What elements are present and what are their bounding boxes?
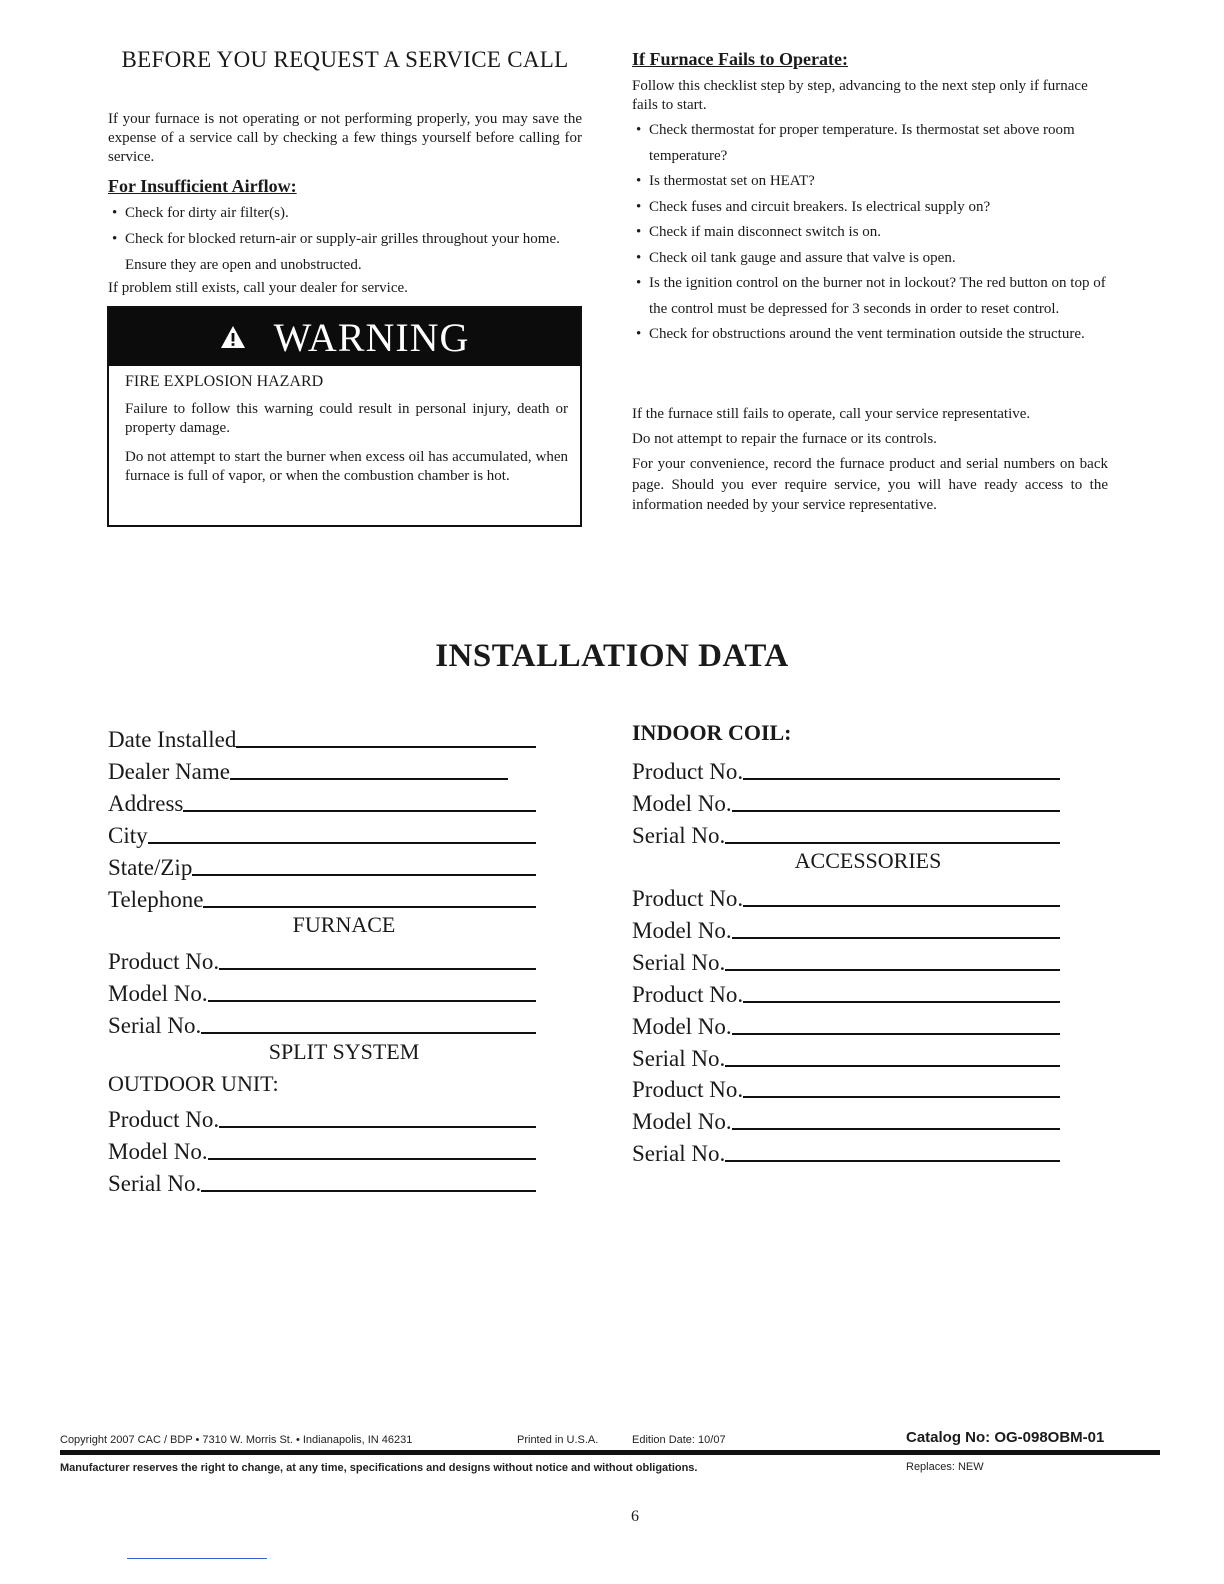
field-label: Model No. xyxy=(632,791,732,816)
field-label: Serial No. xyxy=(632,950,726,975)
bottom-rule xyxy=(127,1558,267,1559)
furnace-fails-intro: Follow this checklist step by step, advancing to the next step only if furnace fails to start. xyxy=(632,78,1088,113)
list-item: • Check for blocked return-air or supply-air grilles throughout your home. Ensure they are open and unobstructed. xyxy=(108,226,582,278)
accessory-model-field[interactable] xyxy=(632,911,1060,943)
write-line[interactable] xyxy=(743,1001,1060,1003)
field-label: Telephone xyxy=(108,887,204,912)
outdoor-serial-field[interactable] xyxy=(108,1164,536,1196)
list-item: • Is the ignition control on the burner not in lockout? The red button on top of the control must be depressed for 3 seconds in order to reset control. xyxy=(632,271,1108,322)
write-line[interactable] xyxy=(725,1065,1060,1067)
write-line[interactable] xyxy=(148,842,536,844)
replaces-text: Replaces: NEW xyxy=(906,1461,984,1473)
write-line[interactable] xyxy=(732,1033,1060,1035)
write-line[interactable] xyxy=(230,778,508,780)
indoor-product-field[interactable] xyxy=(632,752,1060,784)
write-line[interactable] xyxy=(732,937,1060,939)
write-line[interactable] xyxy=(743,1096,1060,1098)
outdoor-product-field[interactable] xyxy=(108,1100,536,1132)
write-line[interactable] xyxy=(732,1128,1060,1130)
furnace-fails-heading: If Furnace Fails to Operate: xyxy=(632,49,848,69)
accessory-product-field[interactable] xyxy=(632,975,1060,1007)
field-label: Serial No. xyxy=(108,1013,202,1038)
outdoor-unit-heading: OUTDOOR UNIT: xyxy=(108,1071,279,1096)
field-label: Model No. xyxy=(632,1014,732,1039)
list-item: • Check for dirty air filter(s). xyxy=(108,200,582,226)
indoor-coil-heading: INDOOR COIL: xyxy=(632,720,792,745)
hazard-title: FIRE EXPLOSION HAZARD xyxy=(125,373,324,390)
address-field[interactable] xyxy=(108,784,536,816)
field-label: Serial No. xyxy=(632,823,726,848)
field-label: Dealer Name xyxy=(108,759,230,784)
furnace-model-field[interactable] xyxy=(108,974,536,1006)
insufficient-airflow-heading: For Insufficient Airflow: xyxy=(108,176,297,196)
split-system-heading: SPLIT SYSTEM xyxy=(268,1039,420,1064)
list-item: • Check for obstructions around the vent termination outside the structure. xyxy=(632,322,1108,348)
indoor-serial-field[interactable] xyxy=(632,816,1060,848)
footer-rule xyxy=(60,1450,1160,1455)
accessory-serial-field[interactable] xyxy=(632,943,1060,975)
followup-text: If the furnace still fails to operate, call your service representative. xyxy=(632,406,1031,422)
printed-text: Printed in U.S.A. xyxy=(517,1434,599,1446)
indoor-model-field[interactable] xyxy=(632,784,1060,816)
field-label: Model No. xyxy=(108,1139,208,1164)
write-line[interactable] xyxy=(236,746,536,748)
outdoor-model-field[interactable] xyxy=(108,1132,536,1164)
state-zip-field[interactable] xyxy=(108,848,536,880)
accessories-heading: ACCESSORIES xyxy=(794,848,942,873)
write-line[interactable] xyxy=(203,906,536,908)
write-line[interactable] xyxy=(219,1126,536,1128)
warning-box xyxy=(107,306,582,527)
accessory-model-field[interactable] xyxy=(632,1102,1060,1134)
copyright-text: Copyright 2007 CAC / BDP • 7310 W. Morris St. • Indianapolis, IN 46231 xyxy=(60,1434,413,1446)
write-line[interactable] xyxy=(208,1000,536,1002)
accessory-serial-field[interactable] xyxy=(632,1134,1060,1166)
field-label: Serial No. xyxy=(632,1046,726,1071)
field-label: Serial No. xyxy=(632,1141,726,1166)
field-label: Product No. xyxy=(108,949,220,974)
field-label: Product No. xyxy=(632,759,744,784)
field-label: Date Installed xyxy=(108,727,237,752)
write-line[interactable] xyxy=(743,905,1060,907)
date-installed-field[interactable] xyxy=(108,720,536,752)
field-label: Address xyxy=(108,791,184,816)
write-line[interactable] xyxy=(183,810,536,812)
field-label: Product No. xyxy=(632,886,744,911)
furnace-product-field[interactable] xyxy=(108,942,536,974)
accessory-product-field[interactable] xyxy=(632,879,1060,911)
service-call-heading: BEFORE YOU REQUEST A SERVICE CALL xyxy=(121,47,569,72)
city-field[interactable] xyxy=(108,816,536,848)
furnace-fails-followup xyxy=(632,404,1108,520)
write-line[interactable] xyxy=(219,968,536,970)
warning-label: WARNING xyxy=(273,314,470,360)
furnace-serial-field[interactable] xyxy=(108,1006,536,1038)
write-line[interactable] xyxy=(725,842,1060,844)
telephone-field[interactable] xyxy=(108,880,536,912)
list-item: • Check if main disconnect switch is on. xyxy=(632,220,1108,246)
list-item: • Check fuses and circuit breakers. Is electrical supply on? xyxy=(632,195,1108,221)
write-line[interactable] xyxy=(201,1032,536,1034)
followup-text: For your convenience, record the furnace product and serial numbers on back page. Should you ever require service, you will have ready access to the information needed by your service representative. xyxy=(632,456,1108,513)
warning-text: Failure to follow this warning could result in personal injury, death or property damage. xyxy=(125,401,568,436)
field-label: Product No. xyxy=(632,982,744,1007)
write-line[interactable] xyxy=(208,1158,536,1160)
field-label: Model No. xyxy=(108,981,208,1006)
airflow-followup: If problem still exists, call your dealer for service. xyxy=(108,280,408,296)
write-line[interactable] xyxy=(725,969,1060,971)
manufacturer-notice: Manufacturer reserves the right to change, at any time, specifications and designs without notice and without obligations. xyxy=(60,1462,698,1474)
furnace-heading: FURNACE xyxy=(292,912,396,937)
field-label: Model No. xyxy=(632,1109,732,1134)
field-label: Serial No. xyxy=(108,1171,202,1196)
field-label: Model No. xyxy=(632,918,732,943)
write-line[interactable] xyxy=(725,1160,1060,1162)
warning-banner xyxy=(109,308,580,366)
accessory-product-field[interactable] xyxy=(632,1070,1060,1102)
write-line[interactable] xyxy=(743,778,1060,780)
list-item: • Is thermostat set on HEAT? xyxy=(632,169,1108,195)
field-label: City xyxy=(108,823,148,848)
warning-text: Do not attempt to start the burner when excess oil has accumulated, when furnace is full of vapor, or when the combustion chamber is hot. xyxy=(125,449,568,484)
furnace-fails-checklist xyxy=(632,118,1108,348)
accessory-model-field[interactable] xyxy=(632,1007,1060,1039)
warning-triangle-icon xyxy=(220,325,246,349)
installation-data-title: INSTALLATION DATA xyxy=(435,638,789,674)
followup-text: Do not attempt to repair the furnace or its controls. xyxy=(632,431,937,447)
write-line[interactable] xyxy=(192,874,536,876)
page-number: 6 xyxy=(631,1508,639,1525)
write-line[interactable] xyxy=(732,810,1060,812)
list-item: • Check thermostat for proper temperature. Is thermostat set above room temperature? xyxy=(632,118,1108,169)
list-item: • Check oil tank gauge and assure that valve is open. xyxy=(632,246,1108,272)
airflow-checklist xyxy=(108,200,582,278)
field-label: Product No. xyxy=(632,1077,744,1102)
accessory-serial-field[interactable] xyxy=(632,1039,1060,1071)
catalog-number: Catalog No: OG-098OBM-01 xyxy=(906,1429,1105,1446)
write-line[interactable] xyxy=(201,1190,536,1192)
service-call-intro: If your furnace is not operating or not performing properly, you may save the expense of a service call by checking a few things yourself before calling for service. xyxy=(108,111,582,165)
dealer-name-field[interactable] xyxy=(108,752,508,784)
field-label: Product No. xyxy=(108,1107,220,1132)
edition-date: Edition Date: 10/07 xyxy=(632,1434,726,1446)
field-label: State/Zip xyxy=(108,855,193,880)
